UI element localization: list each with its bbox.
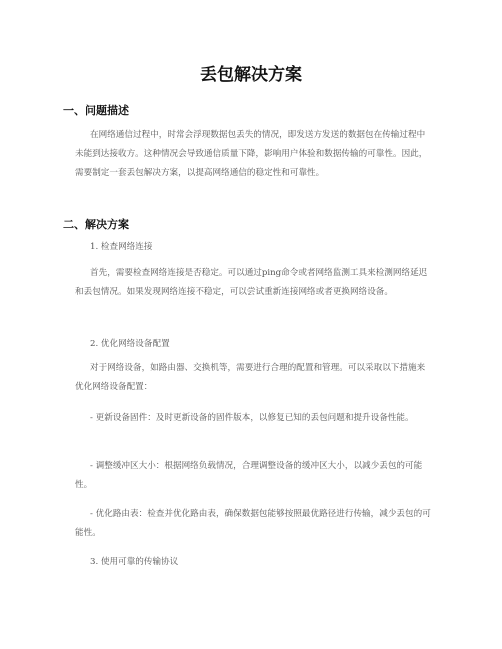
- section-heading-problem: 一、问题描述: [63, 104, 129, 117]
- document-title: 丢包解决方案: [200, 65, 302, 85]
- bullet-adjust-buffer: - 调整缓冲区大小：根据网络负载情况，合理调整设备的缓冲区大小，以减少丢包的可能性。: [75, 461, 423, 490]
- section-heading-solution: 二、解决方案: [63, 218, 129, 231]
- step-3-label: 3. 使用可靠的传输协议: [90, 557, 179, 567]
- step-2-paragraph: 对于网络设备，如路由器、交换机等，需要进行合理的配置和管理。可以采取以下措施来优化网络设备配置：: [75, 363, 426, 392]
- step-1-label: 1. 检查网络连接: [90, 242, 153, 252]
- bullet-optimize-routing: - 优化路由表：检查并优化路由表，确保数据包能够按照最优路径进行传输，减少丢包的可能性。: [75, 509, 431, 538]
- step-1-paragraph: 首先，需要检查网络连接是否稳定。可以通过ping命令或者网络监测工具来检测网络延迟和丢包情况。如果发现网络连接不稳定，可以尝试重新连接网络或者更换网络设备。: [75, 268, 428, 297]
- problem-description-paragraph: 在网络通信过程中，时常会浮现数据包丢失的情况，即发送方发送的数据包在传输过程中未能到达接收方。这种情况会导致通信质量下降，影响用户体验和数据传输的可靠性。因此，需要制定一套丢包解决方案，以提高网络通信的稳定性和可靠性。: [75, 130, 428, 178]
- bullet-update-firmware: - 更新设备固件：及时更新设备的固件版本，以修复已知的丢包问题和提升设备性能。: [90, 413, 414, 423]
- step-2-label: 2. 优化网络设备配置: [90, 339, 170, 349]
